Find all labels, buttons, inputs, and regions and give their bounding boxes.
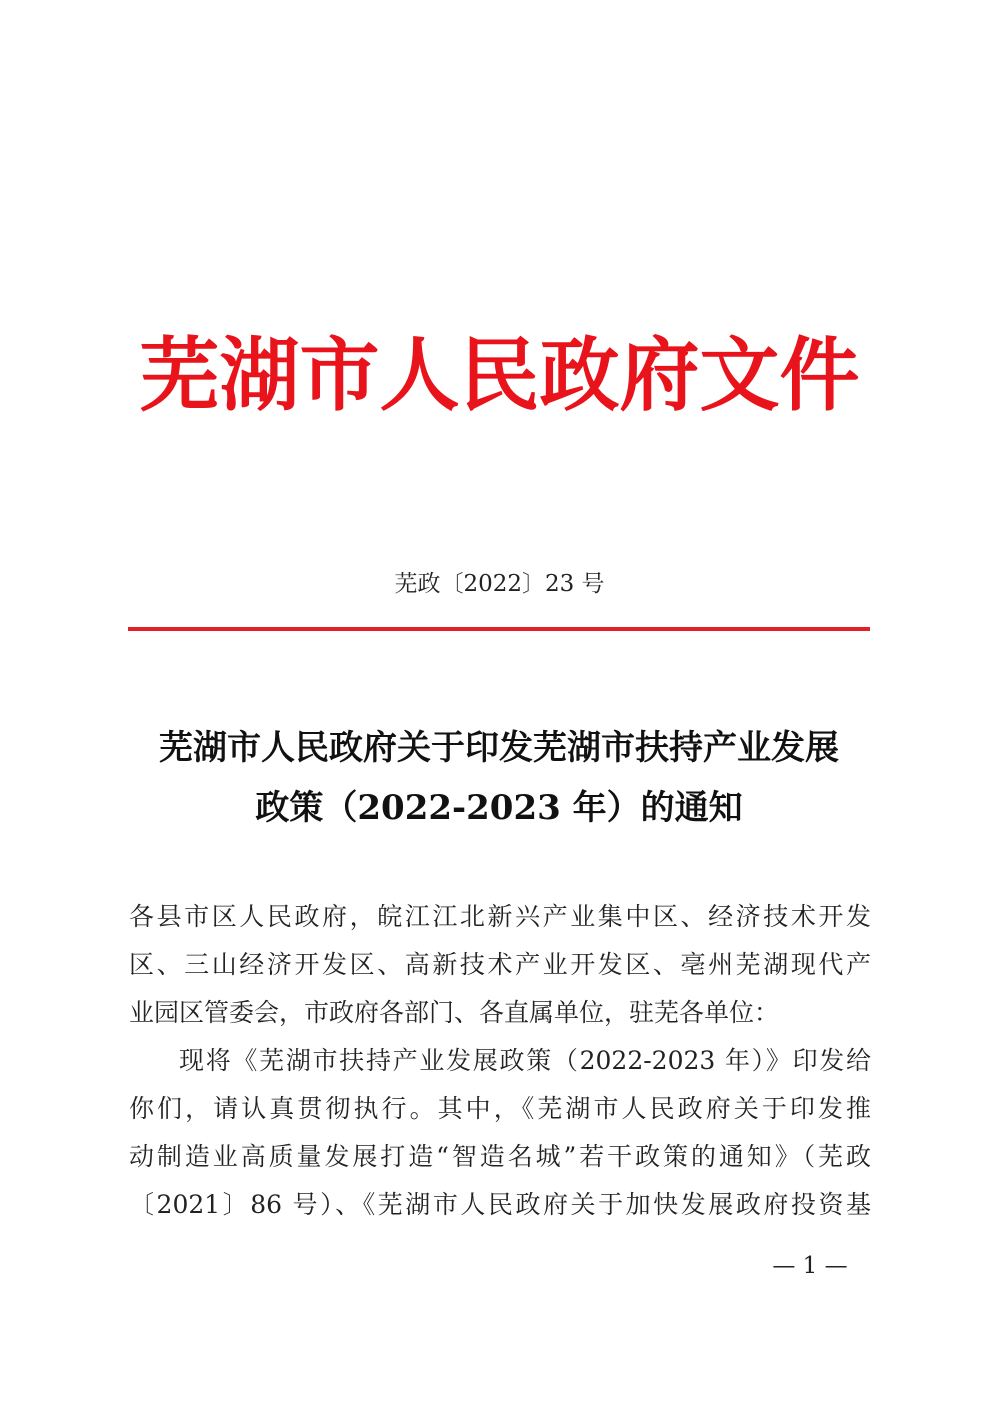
title-line-2: 政策（2022-2023 年）的通知	[255, 788, 743, 828]
notice-title	[120, 718, 878, 838]
paragraph-line: 动制造业高质量发展打造“智造名城”若干政策的通知》（芜政	[129, 1142, 871, 1171]
addressee-line: 业园区管委会，市政府各部门、各直属单位，驻芜各单位：	[129, 998, 780, 1027]
addressee-line: 区、三山经济开发区、高新技术产业开发区、亳州芜湖现代产	[129, 950, 871, 979]
document-number: 芜政〔2022〕23 号	[394, 571, 605, 597]
addressee-line: 各县市区人民政府，皖江江北新兴产业集中区、经济技术开发	[129, 902, 871, 931]
body-text	[129, 893, 871, 1229]
paragraph-line: 你们，请认真贯彻执行。其中，《芜湖市人民政府关于印发推	[129, 1094, 871, 1123]
paragraph-line: 现将《芜湖市扶持产业发展政策（2022-2023 年）》印发给	[179, 1046, 871, 1075]
paragraph-line: 〔2021〕86 号）、《芜湖市人民政府关于加快发展政府投资基	[129, 1190, 871, 1219]
red-separator-rule	[128, 627, 870, 631]
page-number: — 1 —	[772, 1253, 848, 1279]
title-line-1: 芜湖市人民政府关于印发芜湖市扶持产业发展	[159, 728, 839, 768]
masthead-title: 芜湖市人民政府文件	[139, 328, 860, 422]
